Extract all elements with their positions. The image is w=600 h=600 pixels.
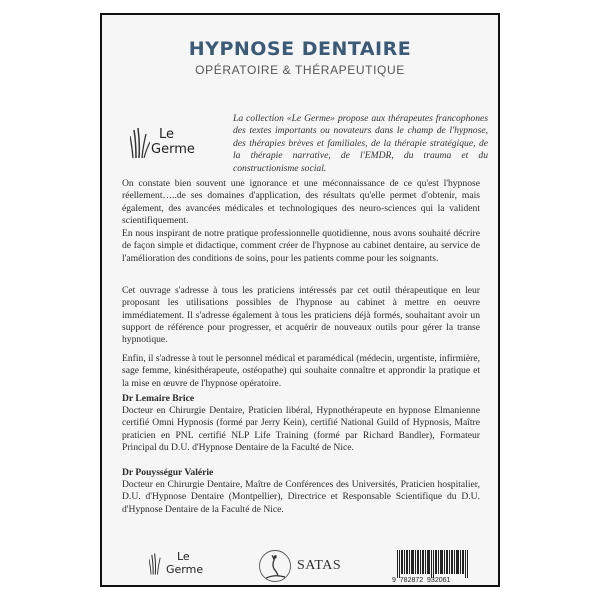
collection-logo-germe: Germe [151,142,195,157]
isbn-digits: 9 782872 932061 [392,577,451,584]
author-name: Dr Pouysségur Valérie [122,467,214,478]
footer-logo-germe: Germe [166,563,204,576]
footer-logo-le: Le [177,550,190,563]
book-title: HYPNOSE DENTAIRE [188,38,412,60]
grass-icon [130,128,150,158]
paragraph: Enfin, il s'adresse à tout le personnel médical et paramédical (médecin, urgentiste, infirmière, sage femme, kinésithérapeute, ostéopathe) qui souhaite connaître et approndir la pratique et la mise en œuvre de l'hypnose opératoire. [122,353,480,389]
author-name: Dr Lemaire Brice [122,393,195,404]
paragraph: On constate bien souvent une ignorance et une méconnaissance de ce qu'est l'hypnose réellement…..de ses domaines d'application, des résultats qu'elle permet d'obtenir, mais également, des avancées médicales et technologiques des neuro-sciences qui la valident scientifiquement. [122,178,480,226]
grass-icon [149,552,163,576]
publisher-name: SATAS [297,558,342,573]
publisher-logo [258,549,358,589]
isbn-barcode [392,550,470,586]
book-back-cover [100,13,500,587]
collection-logo-le: Le [159,127,175,142]
dancer-circle-icon [258,549,292,583]
collection-blurb: La collection «Le Germe» propose aux thérapeutes francophones des textes importants ou novateurs dans le champ de l'hypnose, des thérapies brèves et familiales, de la thérapie stratégique, de la thérapie narrative, de l'EMDR, du trauma et du constructionisme social. [233,113,488,174]
collection-logo [130,122,200,162]
book-subtitle: OPÉRATOIRE & THÉRAPEUTIQUE [195,63,405,77]
paragraph: Cet ouvrage s'adresse à tous les praticiens intéressés par cet outil thérapeutique en leur proposant les utilisations possibles de l'hypnose au cabinet à mettre en oeuvre immédiatement. Il s'adresse également à tous les praticiens déjà formés, souhaitant avoir un support de référence pour progresser, et acquérir de nouveaux outils pour gérer la transe hypnotique. [122,285,480,346]
paragraph: En nous inspirant de notre pratique professionnelle quotidienne, nous avons souhaité décrire de façon simple et didactique, comment créer de l'hypnose au cabinet dentaire, au service de l'amélioration des conditions de soins, pour les patients comme pour les soignants. [122,228,480,264]
author-bio: Docteur en Chirurgie Dentaire, Praticien libéral, Hypnothérapeute en hypnose Elmanienne certifié Omni Hypnosis (formé par Jerry Kein), certifié National Guild of Hypnosis, Maître praticien en PNL certifié NLP Life Training (formé par Richard Bandler), Formateur Principal du D.U. d'Hypnose Dentaire de la Faculté de Nice. [122,405,480,453]
author-bio: Docteur en Chirurgie Dentaire, Maître de Conférences des Universités, Praticien hospitalier, D.U. d'Hypnose Dentaire (Montpellier), Directrice et Responsable Scientifique du D.U. d'Hypnose Dentaire de la Faculté de Nice. [122,479,480,515]
barcode-icon [397,550,469,578]
footer-collection-logo [149,550,219,582]
